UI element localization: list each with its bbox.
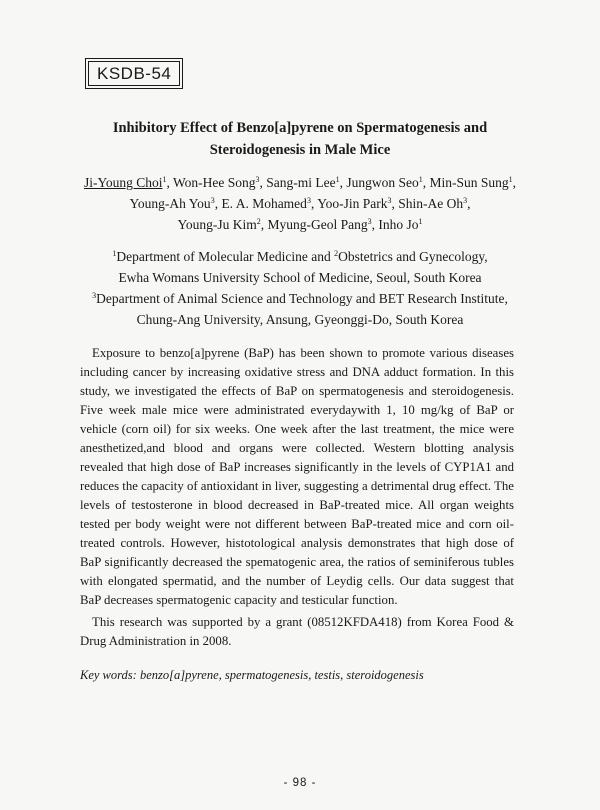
affiliation-line-1 xyxy=(40,246,560,267)
author-name: Won-Hee Song xyxy=(172,175,256,190)
affiliation-mark: 2 xyxy=(334,249,339,258)
author-affiliation-mark: 1 xyxy=(508,175,513,184)
affiliation-text: Department of Molecular Medicine and xyxy=(116,249,335,264)
abstract-code: KSDB-54 xyxy=(88,61,180,86)
affiliation-text: Obstetrics and Gynecology, xyxy=(338,249,488,264)
author-line-3 xyxy=(40,214,560,235)
author-name: E. A. Mohamed xyxy=(221,196,307,211)
author-separator: , xyxy=(214,196,222,211)
author-affiliation-mark: 3 xyxy=(367,217,372,226)
author-affiliation-mark: 1 xyxy=(418,217,423,226)
affiliation-mark: 3 xyxy=(92,291,97,300)
author-separator: , xyxy=(310,196,318,211)
affiliation-list xyxy=(40,246,560,330)
affiliation-text: Department of Animal Science and Technology and BET Research Institute, xyxy=(96,291,508,306)
affiliation-line-4: Chung-Ang University, Ansung, Gyeonggi-Do, South Korea xyxy=(136,312,464,327)
author-separator: , xyxy=(512,175,517,190)
funding-acknowledgement: This research was supported by a grant (08512KFDA418) from Korea Food & Drug Administration in 2008. xyxy=(80,615,514,648)
author-affiliation-mark: 3 xyxy=(387,196,392,205)
abstract-code-box xyxy=(85,58,183,89)
author-name: Inho Jo xyxy=(378,217,419,232)
author-line-1 xyxy=(40,172,560,193)
author-name: Myung-Geol Pang xyxy=(267,217,368,232)
author-list xyxy=(40,172,560,235)
author-separator: , xyxy=(166,175,173,190)
author-name: Jungwon Seo xyxy=(346,175,419,190)
author-separator: , xyxy=(422,175,430,190)
author-name: Young-Ah You xyxy=(129,196,211,211)
title-line-2: Steroidogenesis in Male Mice xyxy=(209,142,391,158)
author-separator: , xyxy=(260,217,268,232)
author-name: Sang-mi Lee xyxy=(266,175,336,190)
author-affiliation-mark: 3 xyxy=(306,196,311,205)
author-name: Shin-Ae Oh xyxy=(398,196,464,211)
abstract-body: Exposure to benzo[a]pyrene (BaP) has been shown to promote various diseases including cancer by increasing oxidative stress and DNA adduct formation. In this study, we investigated the effects of BaP on spermatogenesis and steroidogenesis. Five week male mice were administrated everydaywith 1, 10 mg/kg of BaP or vehicle (corn oil) for six weeks. One week after the last treatment, the mice were anesthetized,and blood and organs were collected. Western blotting analysis revealed that high dose of BaP increases significantly in the levels of CYP1A1 and reduces the capacity of antioxidant in liver, suggesting a detrimental drug effect. The levels of testosterone in blood decreased in BaP-treated mice. All organ weights tested per body weight were not different between BaP-treated mice and corn oil-treated controls. However, histotological analysis demonstrates that high dose of BaP significantly decreased the spematogenic area, the ratios of seminiferous tubles with elongated spermatid, and the number of Leydig cells. Our data suggest that BaP decreases spermatogenic capacity and testicular function. xyxy=(80,346,514,607)
author-separator: , xyxy=(259,175,267,190)
author-affiliation-mark: 3 xyxy=(255,175,260,184)
title-line-1: Inhibitory Effect of Benzo[a]pyrene on Spermatogenesis and xyxy=(112,120,488,136)
author-affiliation-mark: 1 xyxy=(335,175,340,184)
page-number: - 98 - xyxy=(283,777,317,789)
author-affiliation-mark: 3 xyxy=(210,196,215,205)
author-name: Yoo-Jin Park xyxy=(317,196,388,211)
author-affiliation-mark: 1 xyxy=(162,175,167,184)
author-separator: , xyxy=(371,217,379,232)
affiliation-line-3 xyxy=(40,288,560,309)
author-line-2 xyxy=(40,193,560,214)
affiliation-line-2: Ewha Womans University School of Medicine, Seoul, South Korea xyxy=(118,270,482,285)
author-name: Min-Sun Sung xyxy=(429,175,509,190)
author-affiliation-mark: 1 xyxy=(418,175,423,184)
author-affiliation-mark: 3 xyxy=(463,196,468,205)
keywords: Key words: benzo[a]pyrene, spermatogenesis, testis, steroidogenesis xyxy=(80,668,424,682)
affiliation-mark: 1 xyxy=(112,249,117,258)
author-name: Ji-Young Choi xyxy=(83,175,163,190)
author-name: Young-Ju Kim xyxy=(177,217,257,232)
author-affiliation-mark: 2 xyxy=(256,217,261,226)
paper-title xyxy=(40,117,560,161)
author-separator: , xyxy=(339,175,347,190)
author-separator: , xyxy=(467,196,471,211)
author-separator: , xyxy=(391,196,399,211)
